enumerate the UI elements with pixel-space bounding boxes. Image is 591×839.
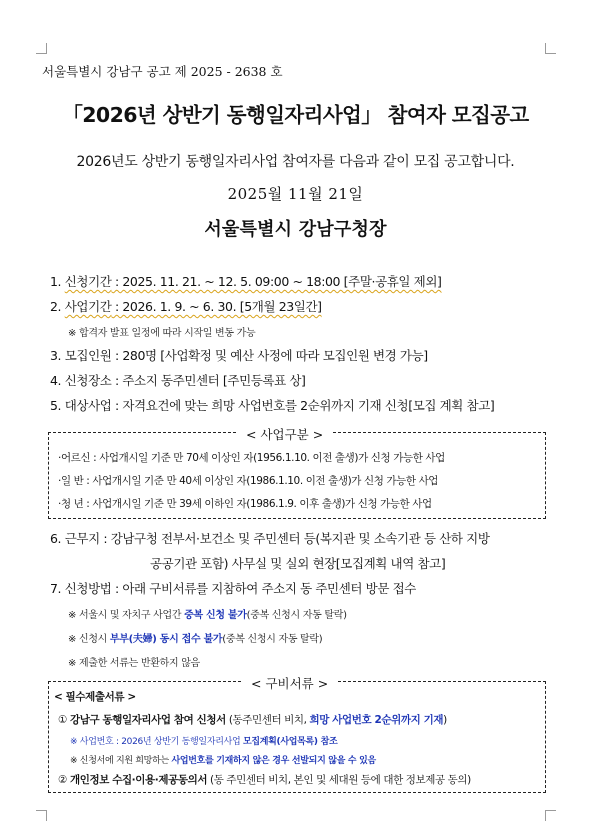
item-value: : 강남구청 전부서·보건소 및 주민센터 등(복지관 및 소속기관 등 산하 지방 xyxy=(99,531,490,546)
notice-date: 2025월 11월 21일 xyxy=(227,185,364,203)
method-note-return: ※ 제출한 서류는 반환하지 않음 xyxy=(68,658,200,669)
crop-mark-bottom-left xyxy=(36,810,47,821)
category-name: ·어르신 : xyxy=(58,452,100,464)
item-application-period xyxy=(50,272,442,290)
document-application-form xyxy=(58,712,447,727)
note-text: (중복 신청시 자동 탈락) xyxy=(246,610,347,621)
item-number: 3. xyxy=(50,348,62,363)
doc-name: 강남구 동행일자리사업 참여 신청서 xyxy=(69,714,226,726)
item-application-method xyxy=(50,579,416,597)
note-highlight: 중복 신청 불가 xyxy=(184,610,247,621)
item-label: 사업기간 xyxy=(64,299,112,314)
method-note-duplicate xyxy=(68,606,347,621)
category-row-general xyxy=(58,473,438,488)
item-value: : 주소지 동주민센터 [주민등록표 상] xyxy=(111,373,306,388)
required-documents-title: < 필수제출서류 > xyxy=(54,691,136,703)
page-title: 「2026년 상반기 동행일자리사업」 참여자 모집공고 xyxy=(62,103,529,127)
item-number: 5. xyxy=(50,398,62,413)
document-note-number xyxy=(70,734,337,747)
doc-highlight: 희망 사업번호 2순위까지 기재 xyxy=(309,714,444,726)
item-value: : 2025. 11. 21. ~ 12. 5. 09:00 ~ 18:00 [주말·공휴일 제외] xyxy=(111,274,442,289)
crop-mark-top-right xyxy=(545,43,556,54)
item-workplace xyxy=(50,529,490,547)
note-text: ※ 사업번호 : 2026년 상반기 동행일자리사업 xyxy=(70,737,243,747)
method-note-couple xyxy=(68,630,322,645)
item-label: 신청기간 xyxy=(64,274,112,289)
item-value: : 2026. 1. 9. ~ 6. 30. [5개월 23일간] xyxy=(111,299,322,314)
doc-number: ② xyxy=(58,774,68,786)
crop-mark-bottom-right xyxy=(545,810,556,821)
item-label: 신청장소 xyxy=(64,373,112,388)
item-label: 근무지 xyxy=(64,531,100,546)
note-highlight: 모집계획(사업목록) 참조 xyxy=(242,737,338,747)
category-desc: 사업개시일 기준 만 40세 이상인 자(1986.1.10. 이전 출생)가 신청 가능한 사업 xyxy=(92,475,439,487)
item-target-business xyxy=(50,396,494,414)
note-text: ※ 신청서에 지원 희망하는 xyxy=(70,756,172,766)
item-value: : 아래 구비서류를 지참하여 주소지 동 주민센터 방문 접수 xyxy=(111,581,416,596)
doc-number: ① xyxy=(58,714,68,726)
category-row-senior xyxy=(58,450,445,465)
note-highlight: 부부(夫婦) 동시 접수 불가 xyxy=(109,634,223,645)
item-recruit-count xyxy=(50,346,428,364)
documents-title: < 구비서류 > xyxy=(243,674,336,692)
item-value: : 자격요건에 맞는 희망 사업번호를 2순위까지 기재 신청[모집 계획 참고] xyxy=(111,398,495,413)
item-number: 4. xyxy=(50,373,62,388)
business-period-note: ※ 합격자 발표 일정에 따라 시작일 변동 가능 xyxy=(68,328,256,339)
item-value: : 280명 [사업확정 및 예산 사정에 따라 모집인원 변경 가능] xyxy=(111,348,428,363)
category-name: ·청 년 : xyxy=(58,498,93,510)
item-number: 1. xyxy=(50,274,62,289)
note-text: ※ 신청시 xyxy=(68,634,110,645)
doc-name: 개인정보 수집·이용·제공동의서 xyxy=(69,774,208,786)
doc-detail: (동 주민센터 비치, 본인 및 세대원 등에 대한 정보제공 동의) xyxy=(207,774,471,786)
crop-mark-top-left xyxy=(36,43,47,54)
item-number: 2. xyxy=(50,299,62,314)
document-note-warning xyxy=(70,753,376,766)
item-number: 6. xyxy=(50,531,62,546)
intro-text: 2026년도 상반기 동행일자리사업 참여자를 다음과 같이 모집 공고합니다. xyxy=(76,154,515,170)
document-privacy-consent xyxy=(58,772,471,787)
item-label: 대상사업 xyxy=(64,398,112,413)
category-name: ·일 반 : xyxy=(58,475,93,487)
item-application-place xyxy=(50,371,306,389)
note-highlight: 사업번호를 기재하지 않은 경우 선발되지 않을 수 있음 xyxy=(171,756,376,766)
note-text: (중복 신청시 자동 탈락) xyxy=(222,634,323,645)
issuer: 서울특별시 강남구청장 xyxy=(204,219,387,240)
category-desc: 사업개시일 기준 만 70세 이상인 자(1956.1.10. 이전 출생)가 신청 가능한 사업 xyxy=(99,452,445,464)
item-label: 모집인원 xyxy=(64,348,112,363)
item-workplace-continued: 공공기관 포함) 사무실 및 실외 현장[모집계획 내역 참고] xyxy=(150,556,446,571)
notice-number: 서울특별시 강남구 공고 제 2025 - 2638 호 xyxy=(42,64,283,79)
category-row-youth xyxy=(58,496,432,511)
category-desc: 사업개시일 기준 만 39세 이하인 자(1986.1.9. 이후 출생)가 신청 가능한 사업 xyxy=(92,498,432,510)
doc-detail: (동주민센터 비치, xyxy=(225,714,310,726)
item-business-period xyxy=(50,297,322,315)
note-text: ※ 서울시 및 자치구 사업간 xyxy=(68,610,185,621)
business-category-title: < 사업구분 > xyxy=(238,425,331,443)
item-label: 신청방법 xyxy=(64,581,112,596)
item-number: 7. xyxy=(50,581,62,596)
doc-detail: ) xyxy=(443,714,447,726)
